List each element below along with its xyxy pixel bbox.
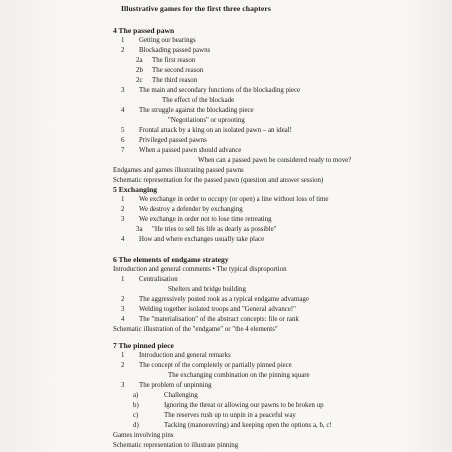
line-number: 4 (121, 316, 125, 323)
line-number: 2 (121, 296, 125, 303)
line-text: The aggressively posted rook as a typical endgame advantage (139, 296, 309, 303)
line-number: 2 (121, 362, 125, 369)
line-number: b) (133, 402, 139, 409)
line-text: The reserves rush up to unpin in a peaceful way (164, 412, 296, 419)
line-number: 1 (121, 196, 125, 203)
line-text: Schematic representation for the passed pawn (question and answer session) (113, 177, 324, 184)
line-number: c) (133, 412, 139, 419)
line-text: Blockading passed pawns (139, 47, 211, 54)
line-text: When a passed pawn should advance (139, 147, 242, 154)
line-text: The concept of the completely or partially pinned piece (139, 362, 292, 369)
line-text: We destroy a defender by exchanging (139, 206, 243, 213)
line-text: The problem of unpinning (139, 382, 212, 389)
line-text: Shelters and bridge building (168, 286, 246, 293)
line-text: The third reason (152, 77, 198, 84)
line-text: Schematic representation to illustrate pinning (113, 442, 239, 449)
line-text: Centralisation (139, 276, 178, 283)
line-text: Introduction and general remarks (139, 352, 231, 359)
section-title: 5 Exchanging (113, 185, 158, 194)
line-number: 2b (136, 67, 143, 74)
line-number: 5 (121, 127, 125, 134)
line-number: 4 (121, 236, 125, 243)
line-number: a) (133, 392, 139, 399)
line-text: Privileged passed pawns (139, 137, 207, 144)
line-text: Endgames and games illustrating passed pawns (113, 167, 244, 174)
line-number: 3 (121, 216, 125, 223)
line-number: 1 (121, 37, 125, 44)
line-number: 2 (121, 206, 125, 213)
line-text: The exchanging combination on the pinning square (168, 372, 310, 379)
line-text: "He tries to sell his life as dearly as possible" (152, 226, 277, 233)
line-text: "Negotiations" or uprooting (168, 117, 245, 124)
line-number: 2c (136, 77, 143, 84)
line-text: Getting our bearings (139, 37, 196, 44)
line-number: 3 (121, 306, 125, 313)
line-number: 4 (121, 107, 125, 114)
line-number: 7 (121, 147, 125, 154)
line-text: We exchange in order not to lose time retreating (139, 216, 272, 223)
line-number: 6 (121, 137, 125, 144)
line-text: Introduction and general comments • The typical disproportion (113, 266, 287, 273)
line-number: 1 (121, 352, 125, 359)
line-number: 3a (136, 226, 143, 233)
line-text: The main and secondary functions of the blockading piece (139, 87, 301, 94)
line-number: 1 (121, 276, 125, 283)
line-text: When can a passed pawn be considered ready to move? (198, 157, 352, 164)
line-text: Schematic illustration of the "endgame" or "the 4 elements" (113, 326, 278, 333)
line-number: 3 (121, 87, 125, 94)
line-text: The effect of the blockade (162, 97, 235, 104)
line-text: Challenging (164, 392, 198, 399)
line-text: Welding together isolated troops and "General advance!" (139, 306, 296, 313)
line-text: How and where exchanges usually take place (139, 236, 265, 243)
line-number: d) (133, 422, 139, 429)
page-heading: Illustrative games for the first three chapters (121, 4, 271, 13)
line-number: 2a (136, 57, 143, 64)
line-text: We exchange in order to occupy (or open) a line without loss of time (139, 196, 329, 203)
line-text: The second reason (152, 67, 204, 74)
line-text: The first reason (152, 57, 196, 64)
line-text: Frontal attack by a king on an isolated pawn – an ideal! (139, 127, 292, 134)
line-text: The struggle against the blockading piece (139, 107, 254, 114)
line-text: Games involving pins (113, 432, 174, 439)
line-text: Ignoring the threat or allowing our pawns to be broken up (164, 402, 324, 409)
section-title: 4 The passed pawn (113, 26, 175, 35)
line-text: The "materialisation" of the abstract concepts: file or rank (139, 316, 299, 323)
line-text: Tacking (manoeuvring) and keeping open the options a, b, c! (164, 422, 332, 429)
section-title: 7 The pinned piece (113, 341, 174, 350)
section-title: 6 The elements of endgame strategy (113, 255, 229, 264)
line-number: 3 (121, 382, 125, 389)
line-number: 2 (121, 47, 125, 54)
